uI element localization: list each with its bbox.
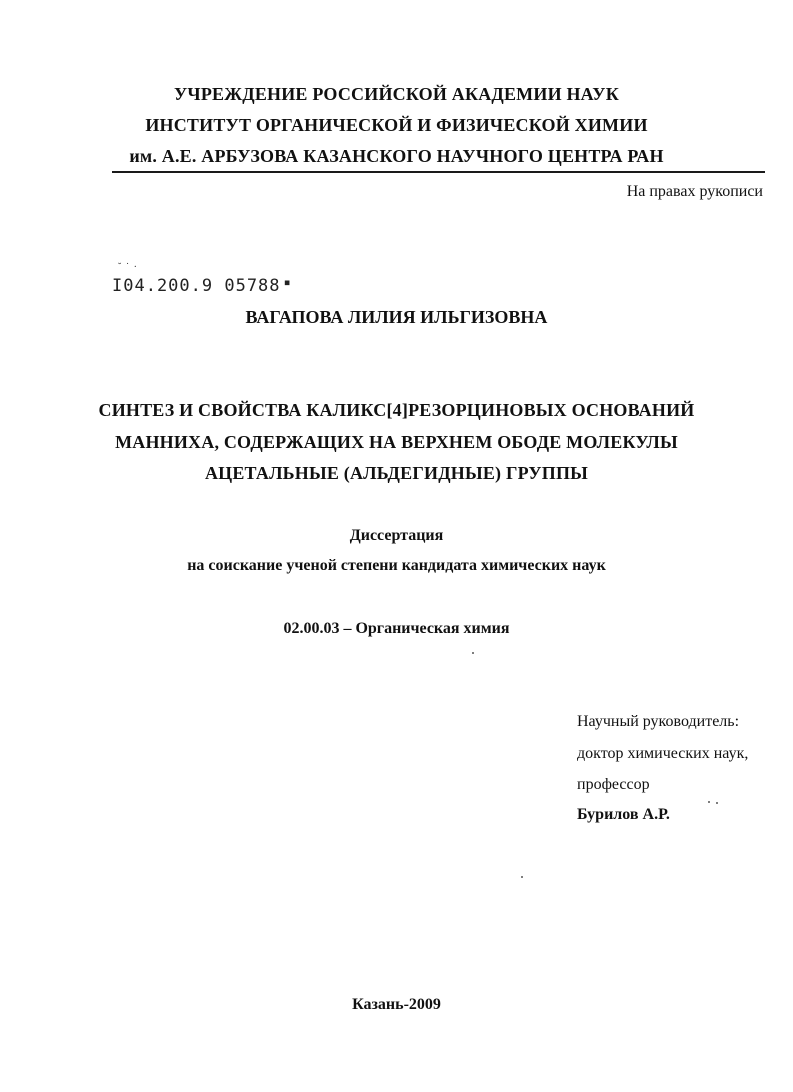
supervisor-degree: доктор химических наук, — [577, 745, 749, 762]
stamp-bullet-icon: ▪ — [283, 275, 292, 289]
supervisor-name: Бурилов А.Р. — [577, 806, 670, 823]
scan-speck — [472, 652, 474, 654]
scan-speck — [521, 876, 523, 878]
supervisor-rank: профессор — [577, 776, 650, 793]
specialty-code: 02.00.03 – Органическая химия — [283, 620, 510, 637]
scan-speck — [716, 802, 718, 804]
institution-line-2: ИНСТИТУТ ОРГАНИЧЕСКОЙ И ФИЗИЧЕСКОЙ ХИМИИ — [145, 115, 648, 135]
stamp-marks: ˘ ˙ · — [118, 262, 138, 273]
supervisor-label: Научный руководитель: — [577, 713, 740, 730]
title-line-2: МАННИХА, СОДЕРЖАЩИХ НА ВЕРХНЕМ ОБОДЕ МОЛЕКУЛЫ — [115, 432, 678, 452]
institution-line-1: УЧРЕЖДЕНИЕ РОССИЙСКОЙ АКАДЕМИИ НАУК — [174, 84, 619, 104]
header-divider — [112, 171, 765, 173]
author-name: ВАГАПОВА ЛИЛИЯ ИЛЬГИЗОВНА — [245, 307, 548, 327]
degree-sought: на соискание ученой степени кандидата химических наук — [187, 557, 606, 574]
library-stamp-number — [112, 276, 292, 296]
manuscript-rights-note: На правах рукописи — [626, 183, 763, 200]
stamp-number-text: I04.200.9 05788 — [112, 276, 281, 296]
title-line-1: СИНТЕЗ И СВОЙСТВА КАЛИКС[4]РЕЗОРЦИНОВЫХ ОСНОВАНИЙ — [98, 400, 695, 420]
city-year: Казань-2009 — [352, 996, 441, 1013]
dissertation-label: Диссертация — [349, 527, 444, 544]
scan-speck — [708, 801, 710, 803]
institution-line-3: им. А.Е. АРБУЗОВА КАЗАНСКОГО НАУЧНОГО ЦЕНТРА РАН — [129, 146, 664, 166]
title-line-3: АЦЕТАЛЬНЫЕ (АЛЬДЕГИДНЫЕ) ГРУППЫ — [204, 463, 589, 483]
